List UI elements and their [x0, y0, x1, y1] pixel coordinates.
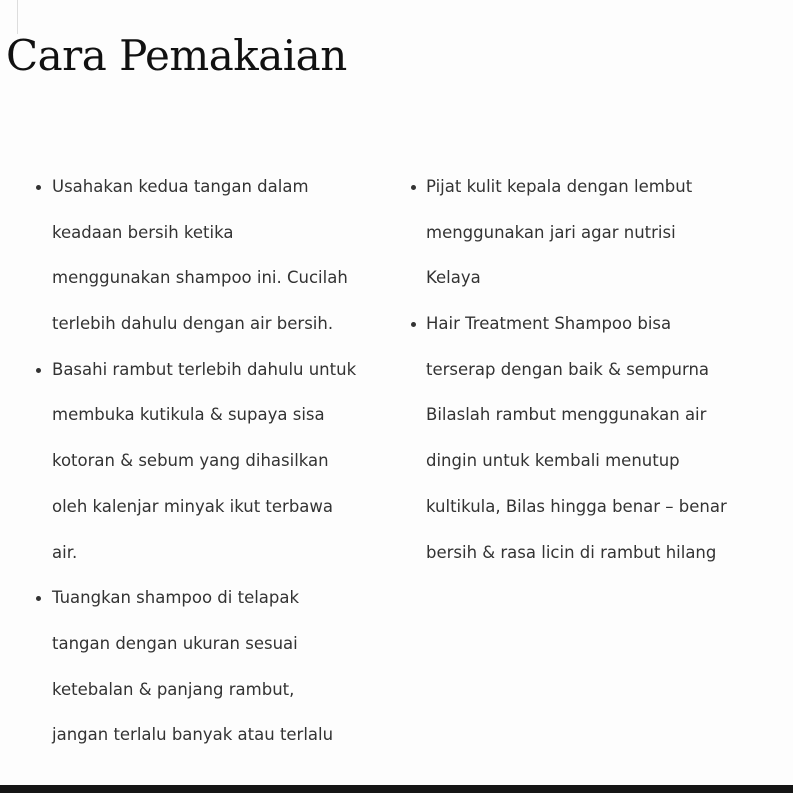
list-item-line [400, 216, 793, 262]
list-item-line [0, 444, 400, 490]
list-item-line [0, 307, 400, 353]
list-item-line [0, 398, 400, 444]
line-text: menggunakan shampoo ini. Cucilah [52, 268, 348, 288]
list-item-line [400, 353, 793, 399]
line-text: keadaan bersih ketika [52, 222, 234, 242]
line-text: dingin untuk kembali menutup [426, 451, 680, 471]
instructions-right-column [400, 170, 793, 581]
bullet-icon [411, 322, 416, 327]
line-text: bersih & rasa licin di rambut hilang [426, 542, 717, 562]
list-item-line [0, 216, 400, 262]
line-text: Basahi rambut terlebih dahulu untuk [52, 359, 357, 379]
line-text: Pijat kulit kepala dengan lembut [426, 177, 693, 196]
line-text: kotoran & sebum yang dihasilkan [52, 451, 329, 471]
line-text: Hair Treatment Shampoo bisa [426, 314, 672, 334]
list-item-line [0, 170, 400, 216]
list-item-line [0, 718, 400, 764]
bullet-icon [411, 185, 416, 190]
line-text: air. [52, 542, 78, 562]
bullet-icon [36, 596, 41, 601]
list-item-line [0, 261, 400, 307]
line-text: ketebalan & panjang rambut, [52, 679, 295, 699]
list-item-line [400, 307, 793, 353]
line-text: tangan dengan ukuran sesuai [52, 633, 298, 653]
list-item-line [400, 490, 793, 536]
list-item-line [0, 353, 400, 399]
line-text: kultikula, Bilas hingga benar – benar [426, 496, 727, 516]
divider [17, 0, 18, 34]
line-text: menggunakan jari agar nutrisi [426, 222, 676, 242]
line-text: membuka kutikula & supaya sisa [52, 405, 325, 425]
line-text: terlebih dahulu dengan air bersih. [52, 314, 334, 334]
line-text: Bilaslah rambut menggunakan air [426, 405, 707, 425]
list-item-line [0, 490, 400, 536]
line-text: terserap dengan baik & sempurna [426, 359, 710, 379]
page-title: Cara Pemakaian [6, 31, 347, 80]
bullet-icon [36, 368, 41, 373]
list-item-line [400, 170, 793, 216]
line-text: Tuangkan shampoo di telapak [52, 588, 300, 608]
list-item-line [400, 398, 793, 444]
list-item-line [0, 581, 400, 627]
list-item-line [0, 627, 400, 673]
bullet-icon [36, 185, 41, 190]
list-item-line [0, 536, 400, 582]
line-text: Kelaya [426, 268, 481, 288]
line-text: jangan terlalu banyak atau terlalu [52, 725, 334, 745]
line-text: oleh kalenjar minyak ikut terbawa [52, 496, 334, 516]
instructions-left-column [0, 170, 400, 764]
line-text: Usahakan kedua tangan dalam [52, 177, 309, 196]
list-item-line [400, 261, 793, 307]
list-item-line [400, 536, 793, 582]
footer-bar [0, 785, 793, 793]
list-item-line [400, 444, 793, 490]
list-item-line [0, 673, 400, 719]
